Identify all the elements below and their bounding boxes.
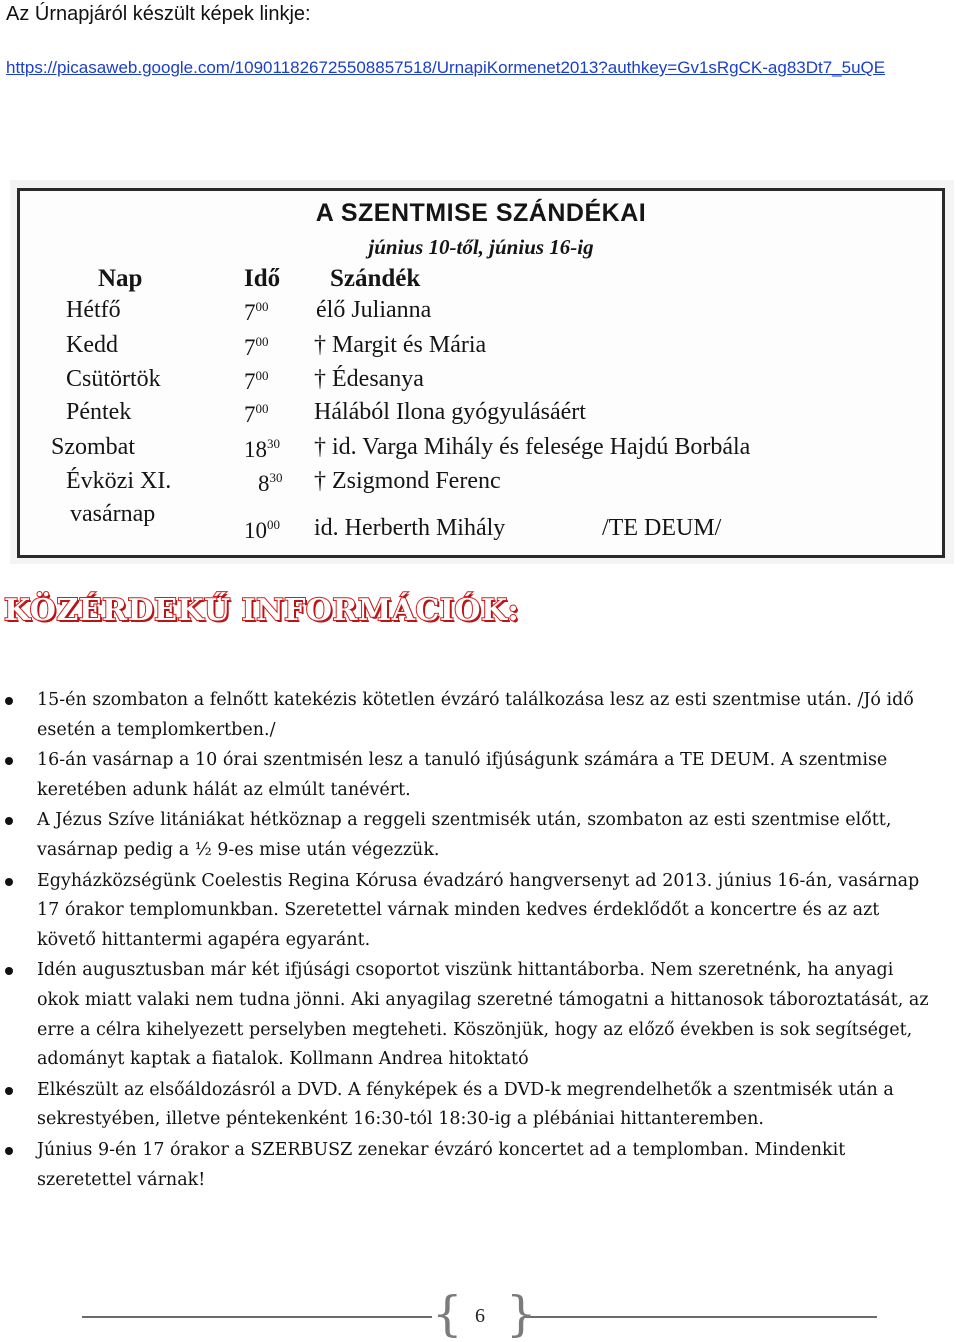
public-info-heading: KÖZÉRDEKŰ INFORMÁCIÓK: <box>4 593 520 628</box>
row-intent: † Margit és Mária <box>314 332 487 358</box>
schedule-subtitle: június 10-től, június 16-ig <box>368 235 594 259</box>
row-note: /TE DEUM/ <box>602 515 722 541</box>
row-day: Évközi XI. <box>66 468 172 494</box>
row-day: Hétfő <box>66 297 121 323</box>
bullet-icon <box>5 817 13 825</box>
list-item: A Jézus Szíve litániákat hétköznap a reggeli szentmisék után, szombaton az esti szentmise előtt, vasárnap pedig a ½ 9-es mise után végezzük. <box>0 806 937 865</box>
row-intent: † id. Varga Mihály és felesége Hajdú Borbála <box>314 434 751 460</box>
row-time: $7^{00}$ <box>244 368 269 394</box>
row-time: $7^{00}$ <box>244 299 269 325</box>
row-intent: Hálából Ilona gyógyulásáért <box>314 399 586 425</box>
footer-divider-left <box>82 1316 432 1318</box>
list-item: Idén augusztusban már két ifjúsági csoportot viszünk hittantáborba. Nem szeretnénk, ha anyagi okok miatt valaki nem tudna jönni. Aki anyagilag szeretné támogatni a hittanosok táboroztatását, az erre a célra kihelyezett perselyben megteheti. Köszönjük, hogy az előző években is sok segítséget, adományt kaptak a fiatalok. Kollmann Andrea hitoktató <box>0 956 937 1074</box>
row-intent: élő Julianna <box>316 297 432 323</box>
row-day: vasárnap <box>70 501 156 527</box>
row-time: $18^{30}$ <box>244 436 280 462</box>
list-item: Június 9-én 17 órakor a SZERBUSZ zenekar évzáró koncertet ad a templomban. Mindenkit szeretettel várnak! <box>0 1136 937 1195</box>
page-number: 6 <box>475 1305 485 1327</box>
list-item: 16-án vasárnap a 10 órai szentmisén lesz a tanuló ifjúságunk számára a TE DEUM. A szentmise keretében adunk hálát az elmúlt tanévért. <box>0 746 937 805</box>
mass-schedule-image <box>10 180 954 564</box>
row-intent: † Édesanya <box>314 366 424 392</box>
row-day: Csütörtök <box>66 366 161 392</box>
left-brace-icon: { <box>432 1286 463 1342</box>
row-day: Szombat <box>51 434 135 460</box>
photo-album-link[interactable]: https://picasaweb.google.com/109011826725508857518/UrnapiKormenet2013?authkey=Gv1sRgCK-ag83Dt7_5uQE <box>6 58 886 77</box>
right-brace-icon: } <box>506 1286 537 1342</box>
row-intent: † Zsigmond Ferenc <box>314 468 501 494</box>
schedule-frame <box>17 188 945 558</box>
list-item: Elkészült az elsőáldozásról a DVD. A fényképek és a DVD-k megrendelhetők a szentmisék után a sekrestyében, illetve péntekenként 16:30-tól 18:30-ig a plébániai hittanteremben. <box>0 1076 937 1135</box>
bullet-icon <box>5 878 13 886</box>
list-item: Egyházközségünk Coelestis Regina Kórusa évadzáró hangversenyt ad 2013. június 16-án, vasárnap 17 órakor templomunkban. Szeretettel várnak minden kedves érdeklődőt a koncertre és az azt követő hittantermi agapéra egyaránt. <box>0 867 937 956</box>
row-time: $10^{00}$ <box>244 517 280 543</box>
bullet-icon <box>5 757 13 765</box>
header-intent: Szándék <box>330 265 421 292</box>
list-item: 15-én szombaton a felnőtt katekézis kötetlen évzáró találkozása lesz az esti szentmise után. /Jó idő esetén a templomkertben./ <box>0 686 937 745</box>
bullet-icon <box>5 697 13 705</box>
footer-divider-right <box>525 1316 877 1318</box>
bullet-icon <box>5 1087 13 1095</box>
row-day: Péntek <box>66 399 132 425</box>
row-time: $7^{00}$ <box>244 334 269 360</box>
row-time: $7^{00}$ <box>244 401 269 427</box>
bullet-icon <box>5 967 13 975</box>
bullet-icon <box>5 1147 13 1155</box>
announcement-list <box>0 686 950 1196</box>
row-day: Kedd <box>66 332 118 358</box>
schedule-title: A SZENTMISE SZÁNDÉKAI <box>315 199 647 227</box>
header-day: Nap <box>98 265 143 292</box>
row-time: $8^{30}$ <box>258 470 283 496</box>
header-time: Idő <box>244 265 281 292</box>
row-intent: id. Herberth Mihály <box>314 515 506 541</box>
intro-text: Az Úrnapjáról készült képek linkje: <box>6 3 311 25</box>
